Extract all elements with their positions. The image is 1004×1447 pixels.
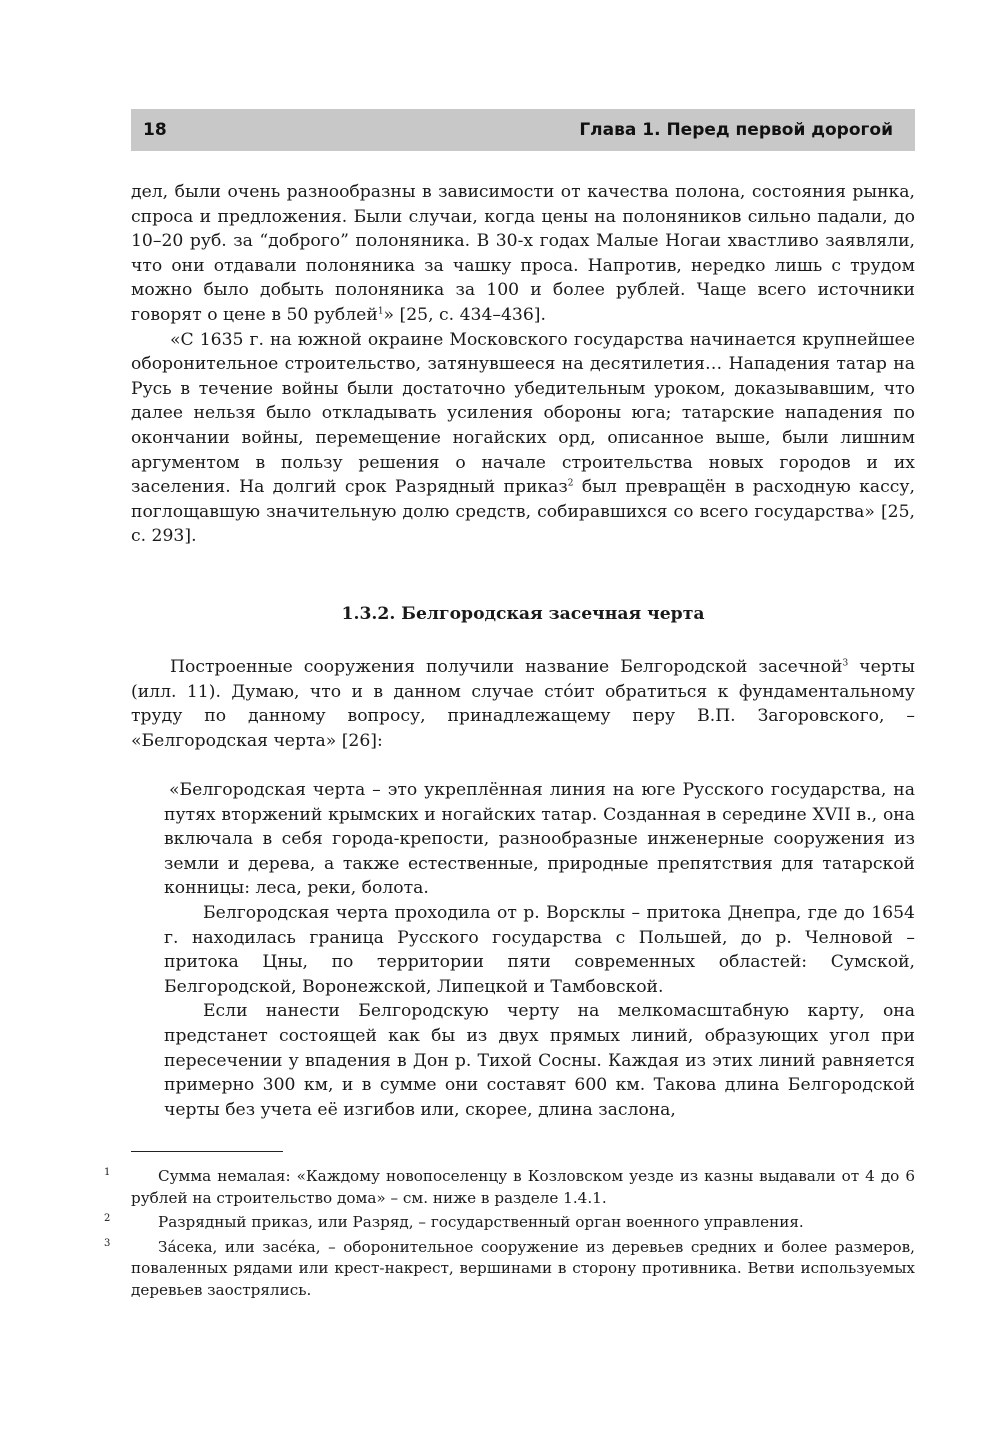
quote-paragraph: Белгородская черта проходила от р. Ворсклы – притока Днепра, где до 1654 г. находилась граница Русского государства с Польшей, до р. Челновой – притока Цны, по территории пяти современных областей: Сумской, Белгородской, Воронежской, Липецкой и Тамбовской. [164,902,915,997]
footnote-text: Разрядный приказ, или Разряд, – государственный орган военного управления. [158,1213,804,1231]
body-text-mid [131,655,915,753]
block-quote [164,778,915,1122]
footnote-item [104,1237,915,1302]
paragraph-continued: дел, были очень разнообразны в зависимости от качества полона, состояния рынка, спроса и предложения. Были случаи, когда цены на полоняников сильно падали, до 10–20 руб. за “доброго” полоняника. В 30-х годах Малые Ногаи хвастливо заявляли, что они отдавали полоняника за чашку проса. Напротив, нередко лишь с трудом можно было добыть полоняника за 100 и более рублей. Чаще всего источники говорят о цене в 50 рублей$^1$» [25, с. 434–436]. [131,182,915,325]
quote-paragraph: «Белгородская черта – это укреплённая линия на юге Русского государства, на путях вторжений крымских и ногайских татар. Созданная в середине XVII в., она включала в себя города-крепости, разнообразные инженерные сооружения из земли и дерева, а также естественные, природные препятствия для татарской конницы: леса, реки, болота. [164,780,915,899]
quote-paragraph: Если нанести Белгородскую черту на мелкомасштабную карту, она предстанет состоящей как бы из двух прямых линий, образующих угол при пересечении у впадения в Дон р. Тихой Сосны. Каждая из этих линий равняется примерно 300 км, и в сумме они составят 600 км. Такова длина Белгородской черты без учета её изгибов или, скорее, длина заслона, [164,1001,915,1120]
footnote-item [104,1166,915,1209]
paragraph-intro: Построенные сооружения получили название Белгородской засечной$^3$ черты (илл. 11). Думаю, что и в данном случае стóит обратиться к фундаментальному труду по данному вопросу, принадлежащему перу В.П. Загоровского, – «Белгородская черта» [26]: [131,657,915,751]
footnote-mark: 1 [104,1167,111,1178]
footnotes [104,1166,915,1304]
footnote-text: За́сека, или засе́ка, – оборонительное сооружение из деревьев средних и более размеров, поваленных рядами или крест-накрест, вершинами в сторону противника. Ветви используемых деревьев заострялись. [131,1237,915,1299]
body-text-top [131,180,915,549]
footnote-text: Сумма немалая: «Каждому новопоселенцу в Козловском уезде из казны выдавали от 4 до 6 рублей на строительство дома» – см. ниже в разделе 1.4.1. [131,1167,915,1207]
paragraph-quote-1635: «С 1635 г. на южной окраине Московского государства начинается крупнейшее оборонительное строительство, затянувшееся на десятилетия… Нападения татар на Русь в течение войны были достаточно убедительным уроком, доказывавшим, что далее нельзя было откладывать усиления обороны юга; татарские нападения по окончании войны, перемещение ногайских орд, описанное выше, были лишним аргументом в пользу решения о начале строительства новых городов и их заселения. На долгий срок Разрядный приказ$^2$ был превращён в расходную кассу, поглощавшую значительную долю средств, собиравшихся со всего государства» [25, с. 293]. [131,329,915,547]
footnote-mark: 3 [104,1237,111,1249]
page-number: 18 [143,120,167,140]
footnote-mark: 2 [104,1213,111,1224]
footnote-item [104,1212,915,1234]
footnote-ref-2[interactable]: 2 [567,478,574,489]
footnote-ref-3[interactable]: 3 [842,658,849,669]
footnote-ref-1[interactable]: 1 [377,306,384,317]
running-header [131,109,915,151]
chapter-title: Глава 1. Перед первой дорогой [579,120,893,140]
footnote-divider [131,1151,283,1152]
section-heading: 1.3.2. Белгородская засечная черта [341,604,705,624]
